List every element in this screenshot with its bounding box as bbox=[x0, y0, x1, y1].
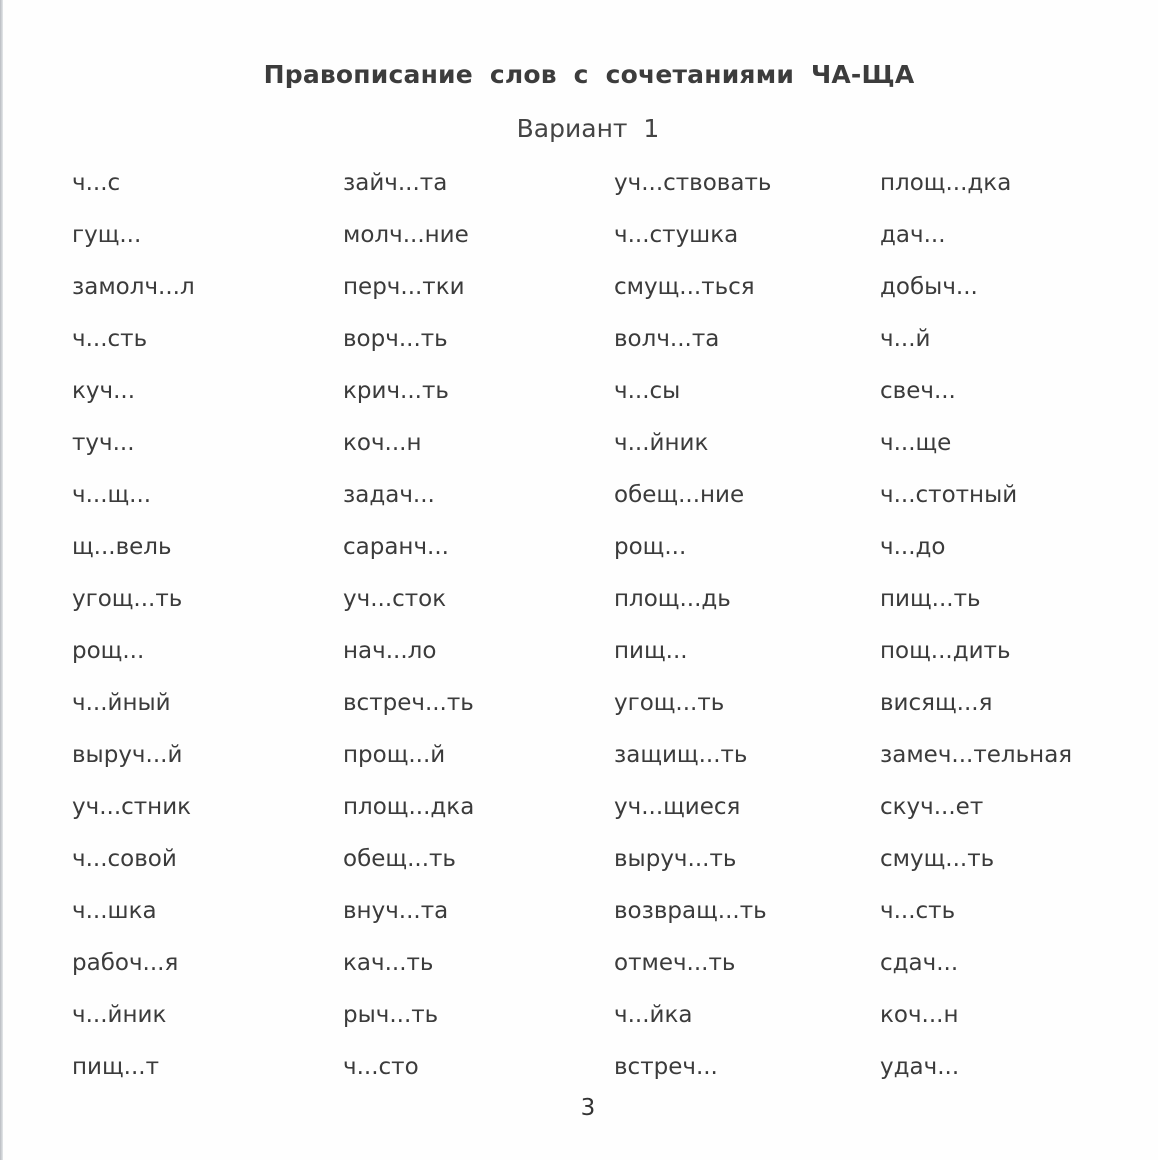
word-item: площ...дка bbox=[880, 170, 1012, 196]
word-item: ч...сть bbox=[72, 326, 148, 352]
word-item: ч...йка bbox=[614, 1002, 693, 1028]
word-item: коч...н bbox=[880, 1002, 959, 1028]
word-item: ч...сы bbox=[614, 378, 681, 404]
word-item: скуч...ет bbox=[880, 794, 984, 820]
word-item: возвращ...ть bbox=[614, 898, 767, 924]
word-item: площ...дка bbox=[343, 794, 475, 820]
word-item: задач... bbox=[343, 482, 435, 508]
word-item: добыч... bbox=[880, 274, 978, 300]
page-left-edge bbox=[0, 0, 3, 1160]
word-item: ч...йник bbox=[614, 430, 709, 456]
word-item: удач... bbox=[880, 1054, 960, 1080]
word-item: зайч...та bbox=[343, 170, 448, 196]
page-title: Правописание слов с сочетаниями ЧА-ЩА bbox=[263, 60, 915, 89]
word-item: пищ... bbox=[614, 638, 688, 664]
word-item: кач...ть bbox=[343, 950, 434, 976]
word-item: прощ...й bbox=[343, 742, 446, 768]
word-item: рощ... bbox=[72, 638, 145, 664]
word-item: внуч...та bbox=[343, 898, 449, 924]
word-item: ч...й bbox=[880, 326, 931, 352]
word-item: сдач... bbox=[880, 950, 959, 976]
word-item: уч...сток bbox=[343, 586, 447, 612]
word-item: ч...сть bbox=[880, 898, 956, 924]
word-item: встреч...ть bbox=[343, 690, 474, 716]
word-item: смущ...ть bbox=[880, 846, 995, 872]
page-number: 3 bbox=[580, 1095, 596, 1121]
word-item: ч...до bbox=[880, 534, 946, 560]
word-item: туч... bbox=[72, 430, 135, 456]
word-item: волч...та bbox=[614, 326, 720, 352]
variant-subtitle: Вариант 1 bbox=[516, 114, 660, 143]
word-item: обещ...ть bbox=[343, 846, 456, 872]
word-item: уч...стник bbox=[72, 794, 192, 820]
word-item: встреч... bbox=[614, 1054, 718, 1080]
word-item: рыч...ть bbox=[343, 1002, 439, 1028]
word-item: гущ... bbox=[72, 222, 142, 248]
word-item: крич...ть bbox=[343, 378, 449, 404]
word-item: рощ... bbox=[614, 534, 687, 560]
word-item: замолч...л bbox=[72, 274, 195, 300]
word-item: пищ...т bbox=[72, 1054, 159, 1080]
word-item: ч...с bbox=[72, 170, 121, 196]
word-item: ч...щ... bbox=[72, 482, 152, 508]
word-item: отмеч...ть bbox=[614, 950, 736, 976]
word-item: свеч... bbox=[880, 378, 956, 404]
word-item: ч...совой bbox=[72, 846, 177, 872]
word-item: висящ...я bbox=[880, 690, 993, 716]
word-item: выруч...ть bbox=[614, 846, 737, 872]
word-item: ч...йный bbox=[72, 690, 171, 716]
word-item: ч...стушка bbox=[614, 222, 739, 248]
word-item: саранч... bbox=[343, 534, 449, 560]
word-item: обещ...ние bbox=[614, 482, 745, 508]
word-item: ч...ще bbox=[880, 430, 952, 456]
word-item: рабоч...я bbox=[72, 950, 179, 976]
word-item: угощ...ть bbox=[72, 586, 183, 612]
word-item: пищ...ть bbox=[880, 586, 981, 612]
word-item: смущ...ться bbox=[614, 274, 755, 300]
word-item: уч...щиеся bbox=[614, 794, 741, 820]
word-item: ворч...ть bbox=[343, 326, 448, 352]
word-item: защищ...ть bbox=[614, 742, 748, 768]
word-item: дач... bbox=[880, 222, 946, 248]
word-item: площ...дь bbox=[614, 586, 731, 612]
word-item: уч...ствовать bbox=[614, 170, 772, 196]
word-item: перч...тки bbox=[343, 274, 465, 300]
word-item: нач...ло bbox=[343, 638, 437, 664]
word-item: ч...сто bbox=[343, 1054, 419, 1080]
word-item: ч...шка bbox=[72, 898, 157, 924]
word-item: ч...йник bbox=[72, 1002, 167, 1028]
word-item: замеч...тельная bbox=[880, 742, 1073, 768]
word-item: коч...н bbox=[343, 430, 422, 456]
word-item: куч... bbox=[72, 378, 136, 404]
word-item: щ...вель bbox=[72, 534, 172, 560]
word-item: молч...ние bbox=[343, 222, 469, 248]
word-item: ч...стотный bbox=[880, 482, 1018, 508]
word-item: выруч...й bbox=[72, 742, 183, 768]
word-item: пощ...дить bbox=[880, 638, 1011, 664]
word-item: угощ...ть bbox=[614, 690, 725, 716]
